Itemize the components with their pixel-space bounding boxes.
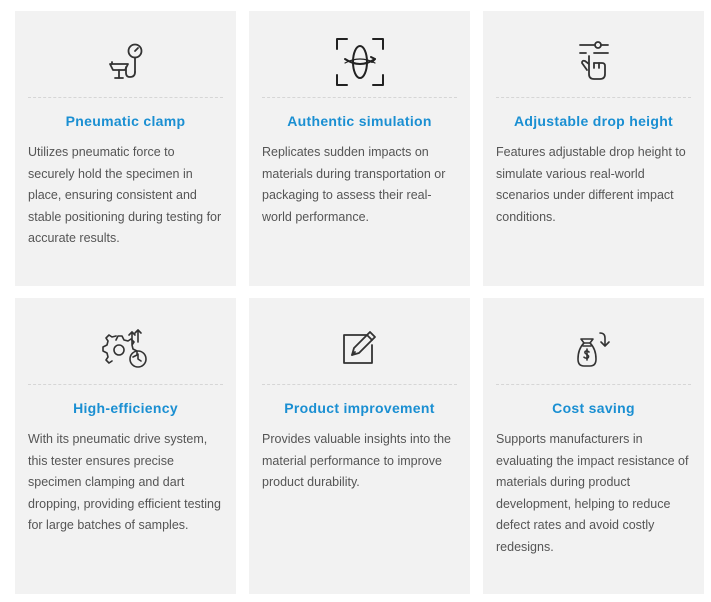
card-divider	[496, 384, 691, 385]
pressure-gauge-clamp-icon	[15, 37, 236, 87]
feature-title: Pneumatic clamp	[65, 113, 186, 129]
card-divider	[28, 384, 223, 385]
feature-description: With its pneumatic drive system, this tester ensures precise specimen clamping and dart dropping, providing efficient testing for large batches of samples.	[28, 432, 221, 533]
edit-pencil-icon	[249, 324, 470, 374]
feature-card-cost-saving	[483, 298, 704, 594]
feature-card-pneumatic-clamp	[15, 11, 236, 286]
feature-description: Provides valuable insights into the material performance to improve product durability.	[262, 432, 452, 490]
feature-description: Features adjustable drop height to simulate various real-world scenarios under different impact conditions.	[496, 145, 686, 224]
card-divider	[262, 97, 457, 98]
feature-description: Supports manufacturers in evaluating the impact resistance of materials during product development, helping to reduce defect rates and avoid costly redesigns.	[496, 432, 689, 554]
gear-clock-efficiency-icon	[15, 324, 236, 374]
feature-card-product-improvement	[249, 298, 470, 594]
feature-card-authentic-simulation	[249, 11, 470, 286]
feature-card-adjustable-drop-height	[483, 11, 704, 286]
feature-card-high-efficiency	[15, 298, 236, 594]
feature-title: Adjustable drop height	[513, 113, 674, 129]
feature-description: Utilizes pneumatic force to securely hold the specimen in place, ensuring consistent and stable positioning during testing for accurate results.	[28, 145, 222, 246]
card-divider	[262, 384, 457, 385]
money-bag-down-icon	[483, 324, 704, 374]
card-divider	[496, 97, 691, 98]
feature-title: Cost saving	[552, 400, 635, 416]
feature-title: Product improvement	[284, 400, 435, 416]
card-divider	[28, 97, 223, 98]
feature-title: Authentic simulation	[287, 113, 432, 129]
adjust-slider-hand-icon	[483, 37, 704, 87]
rotation-simulation-icon	[249, 37, 470, 87]
feature-title: High-efficiency	[73, 400, 178, 416]
feature-description: Replicates sudden impacts on materials during transportation or packaging to assess their real-world performance.	[262, 145, 446, 224]
